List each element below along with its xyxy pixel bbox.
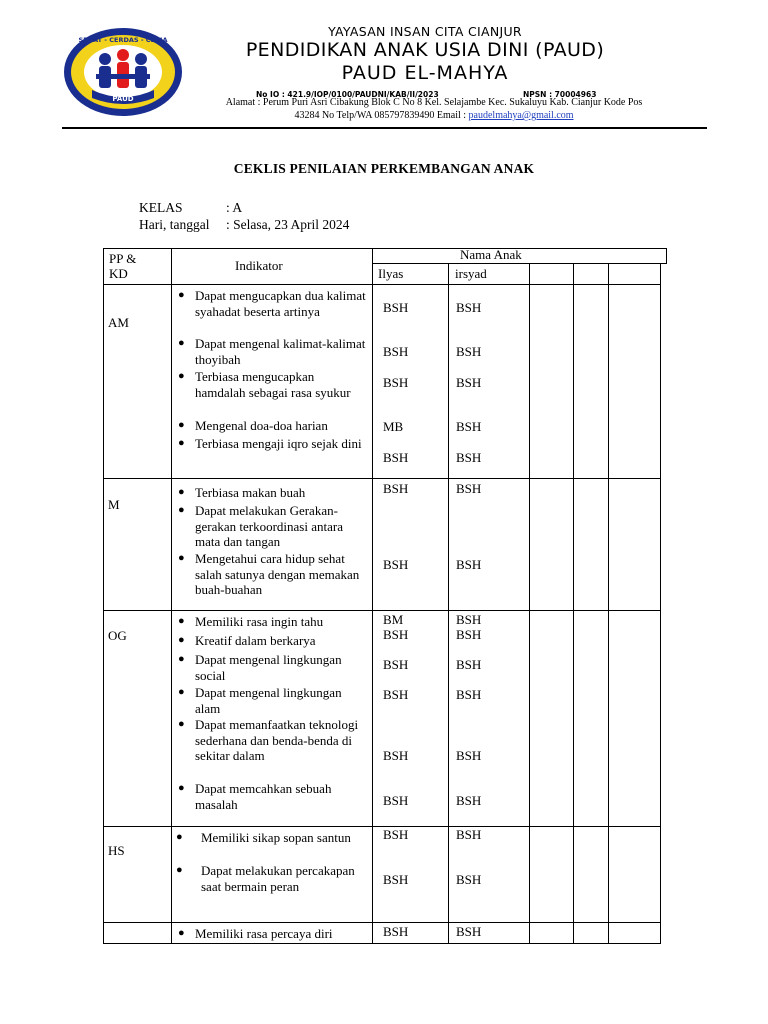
indicator-item: ● Mengetahui cara hidup sehat salah satunya dengan memakan buah-buahan <box>178 551 360 597</box>
score-cell: BSH <box>456 748 482 763</box>
score-cell: BSH <box>456 450 482 465</box>
score-cell: BSH <box>383 481 409 496</box>
header-child-irsyad: irsyad <box>455 266 487 281</box>
indicator-item: ● Dapat memcahkan sebuah masalah <box>178 781 332 812</box>
date-label: Hari, tanggal <box>139 217 210 232</box>
logo-paud-text: PAUD <box>112 95 134 103</box>
score-cell: BSH <box>383 924 409 939</box>
indicator-item: ● Memiliki rasa ingin tahu <box>178 614 324 629</box>
indicator-item: ● Dapat melakukan percakapan saat bermain peran <box>176 863 355 894</box>
institution-type: PENDIDIKAN ANAK USIA DINI (PAUD) <box>245 39 605 61</box>
indicator-item: ● Dapat mengenal lingkungan alam <box>178 685 342 716</box>
logo-motto-text: SEHAT - CERDAS - CERIA <box>78 36 168 44</box>
score-cell: BSH <box>456 657 482 672</box>
letterhead <box>190 22 660 101</box>
header-kd-line: KD <box>109 266 128 281</box>
score-cell: BSH <box>456 827 482 842</box>
npsn-number: NPSN : 70004963 <box>523 90 597 99</box>
score-cell: BSH <box>456 687 482 702</box>
score-cell: BSH <box>456 375 482 390</box>
address-phone: 43284 No Telp/WA 085797839490 Email : <box>294 110 467 121</box>
score-cell: BSH <box>383 450 409 465</box>
score-cell: BSH <box>383 627 409 642</box>
header-child-ilyas: Ilyas <box>378 266 404 281</box>
indicator-item: ● Terbiasa mengaji iqro sejak dini <box>178 436 362 451</box>
header-indikator: Indikator <box>235 258 283 273</box>
indicator-item: ● Dapat mengenal kalimat-kalimat thoyibah <box>178 336 366 367</box>
indicator-item: ● Dapat mengucapkan dua kalimat syahadat beserta artinya <box>178 288 366 319</box>
indicator-item: ● Dapat mengenal lingkungan social <box>178 652 342 683</box>
class-label: KELAS <box>139 200 183 215</box>
address-line-1: Alamat : Perum Puri Asri Cibakung Blok C No 8 Kel. Selajambe Kec. Sukaluyu Kab. Cianjur Kode Pos <box>225 97 643 108</box>
indicator-item: ● Dapat memanfaatkan teknologi sederhana dan benda-benda di sekitar dalam <box>178 717 359 763</box>
class-value: : A <box>226 200 243 215</box>
section-label-am: AM <box>108 315 129 330</box>
score-cell: BSH <box>456 300 482 315</box>
score-cell: BSH <box>383 300 409 315</box>
section-label-hs: HS <box>108 843 125 858</box>
indicator-item: ● Memiliki rasa percaya diri <box>178 926 333 941</box>
class-row <box>139 200 242 216</box>
score-cell: BSH <box>383 748 409 763</box>
score-cell: BM <box>383 612 404 627</box>
letterhead-divider <box>62 127 707 129</box>
foundation-name: YAYASAN INSAN CITA CIANJUR <box>328 24 522 39</box>
score-cell: BSH <box>383 793 409 808</box>
score-cell: BSH <box>383 687 409 702</box>
paud-logo-emblem <box>62 26 184 118</box>
score-cell: BSH <box>383 827 409 842</box>
score-cell: BSH <box>383 375 409 390</box>
indicator-item: ● Mengenal doa-doa harian <box>178 418 328 433</box>
score-cell: BSH <box>456 481 482 496</box>
score-cell: BSH <box>456 872 482 887</box>
indicator-item: ● Terbiasa makan buah <box>178 485 306 500</box>
header-nama-anak: Nama Anak <box>460 247 522 262</box>
score-cell: BSH <box>456 557 482 572</box>
header-pp-line: PP & <box>109 251 137 266</box>
score-cell: BSH <box>383 557 409 572</box>
score-cell: BSH <box>456 419 482 434</box>
score-cell: BSH <box>456 612 482 627</box>
indicator-item: ● Terbiasa mengucapkan hamdalah sebagai rasa syukur <box>178 369 351 400</box>
email-link[interactable]: paudelmahya@gmail.com <box>468 110 574 121</box>
section-label-og: OG <box>108 628 127 643</box>
address-line-2 <box>194 109 674 122</box>
document-title: CEKLIS PENILAIAN PERKEMBANGAN ANAK <box>233 161 535 176</box>
score-cell: MB <box>383 419 404 434</box>
score-cell: BSH <box>456 793 482 808</box>
score-cell: BSH <box>456 924 482 939</box>
indicator-item: ● Dapat melakukan Gerakan-gerakan terkoordinasi antara mata dan tangan <box>178 503 343 549</box>
score-cell: BSH <box>383 344 409 359</box>
section-label-m: M <box>108 497 120 512</box>
indicator-item: ● Kreatif dalam berkarya <box>178 633 316 648</box>
date-value: : Selasa, 23 April 2024 <box>226 217 350 232</box>
score-cell: BSH <box>383 872 409 887</box>
score-cell: BSH <box>383 657 409 672</box>
address-block <box>194 96 674 122</box>
score-cell: BSH <box>456 344 482 359</box>
institution-name: PAUD EL-MAHYA <box>341 62 509 84</box>
indicator-item: ● Memiliki sikap sopan santun <box>176 830 351 845</box>
score-cell: BSH <box>456 627 482 642</box>
registration-number: No IO : 421.9/IOP/0100/PAUDNI/KAB/II/2023 <box>256 90 439 99</box>
date-row <box>139 217 349 233</box>
header-pp-kd <box>109 251 136 281</box>
